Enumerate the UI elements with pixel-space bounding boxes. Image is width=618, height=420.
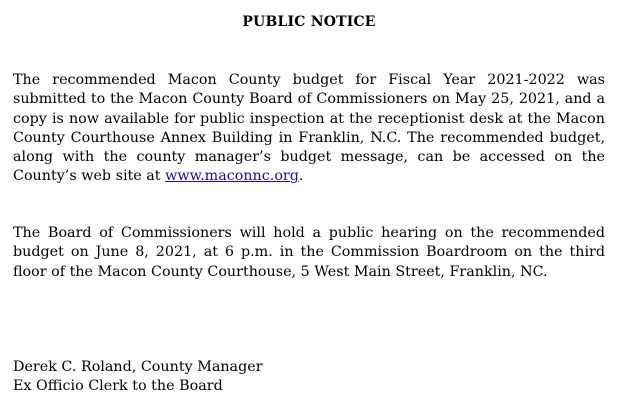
budget-submission-text: The recommended Macon County budget for Fiscal Year 2021-2022 was submitted to the Macon County Board of Commissioners on May 25, 2021, and a copy is now available for public inspection at the receptionist desk at the Macon County Courthouse Annex Building in Franklin, N.C. The recommended budget, along with the county manager’s budget message, can be accessed on the County’s web site at — [13, 72, 605, 185]
county-website-link[interactable]: www.maconnc.org — [165, 168, 299, 185]
budget-submission-paragraph — [13, 71, 605, 187]
notice-title: PUBLIC NOTICE — [242, 14, 376, 30]
signature-name: Derek C. Roland, County Manager — [13, 359, 263, 375]
public-hearing-paragraph: The Board of Commissioners will hold a public hearing on the recommended budget on June 8, 2021, at 6 p.m. in the Commission Boardroom on the third floor of the Macon County Courthouse, 5 West Main Street, Franklin, NC. — [13, 225, 605, 280]
paragraph-period: . — [298, 168, 304, 185]
signature-title: Ex Officio Clerk to the Board — [13, 378, 223, 395]
signature-block — [13, 358, 263, 397]
